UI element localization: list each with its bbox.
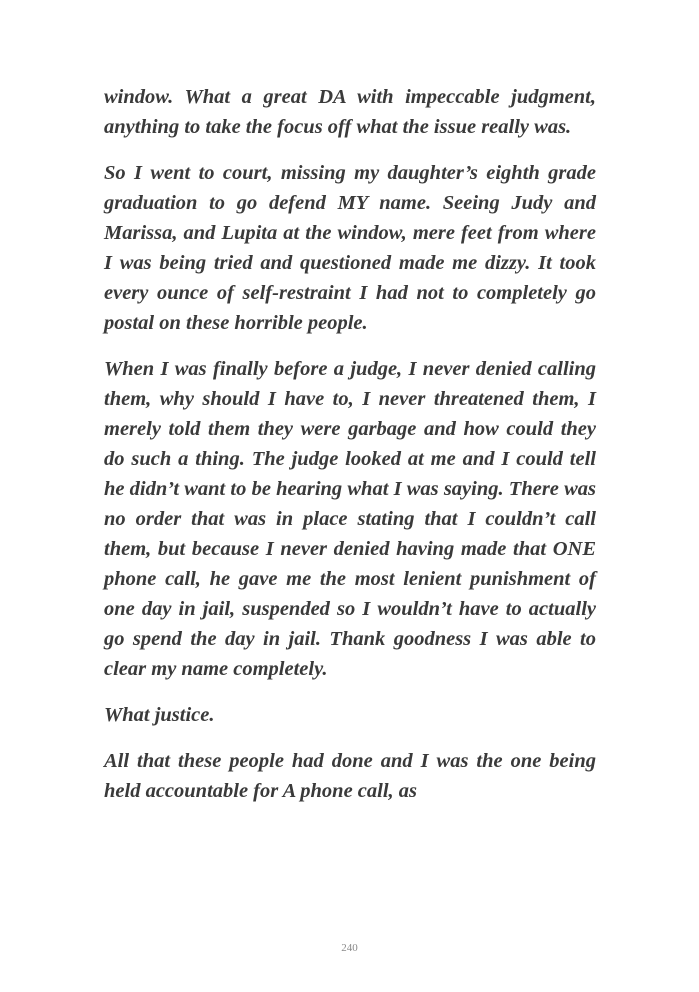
paragraph-2: So I went to court, missing my daughter’s eighth grade graduation to go defend MY name. Seeing Judy and Marissa, and Lupita at the window, mere feet from where I was being tried and questioned made me dizzy. It took every ounce of self-restraint I had not to completely go postal on these horrible people. (104, 162, 596, 334)
paragraph-3: When I was finally before a judge, I never denied calling them, why should I have to, I never threatened them, I merely told them they were garbage and how could they do such a thing. The judge looked at me and I could tell he didn’t want to be hearing what I was saying. There was no order that was in place stating that I couldn’t call them, but because I never denied having made that ONE phone call, he gave me the most lenient punishment of one day in jail, suspended so I wouldn’t have to actually go spend the day in jail. Thank goodness I was able to clear my name completely. (104, 358, 596, 680)
paragraph-4: What justice. (104, 704, 215, 726)
body-text (104, 82, 596, 822)
page-number: 240 (341, 942, 358, 954)
paragraph-5: All that these people had done and I was the one being held accountable for A phone call, as (104, 750, 596, 802)
paragraph-1: window. What a great DA with impeccable judgment, anything to take the focus off what the issue really was. (104, 86, 596, 138)
